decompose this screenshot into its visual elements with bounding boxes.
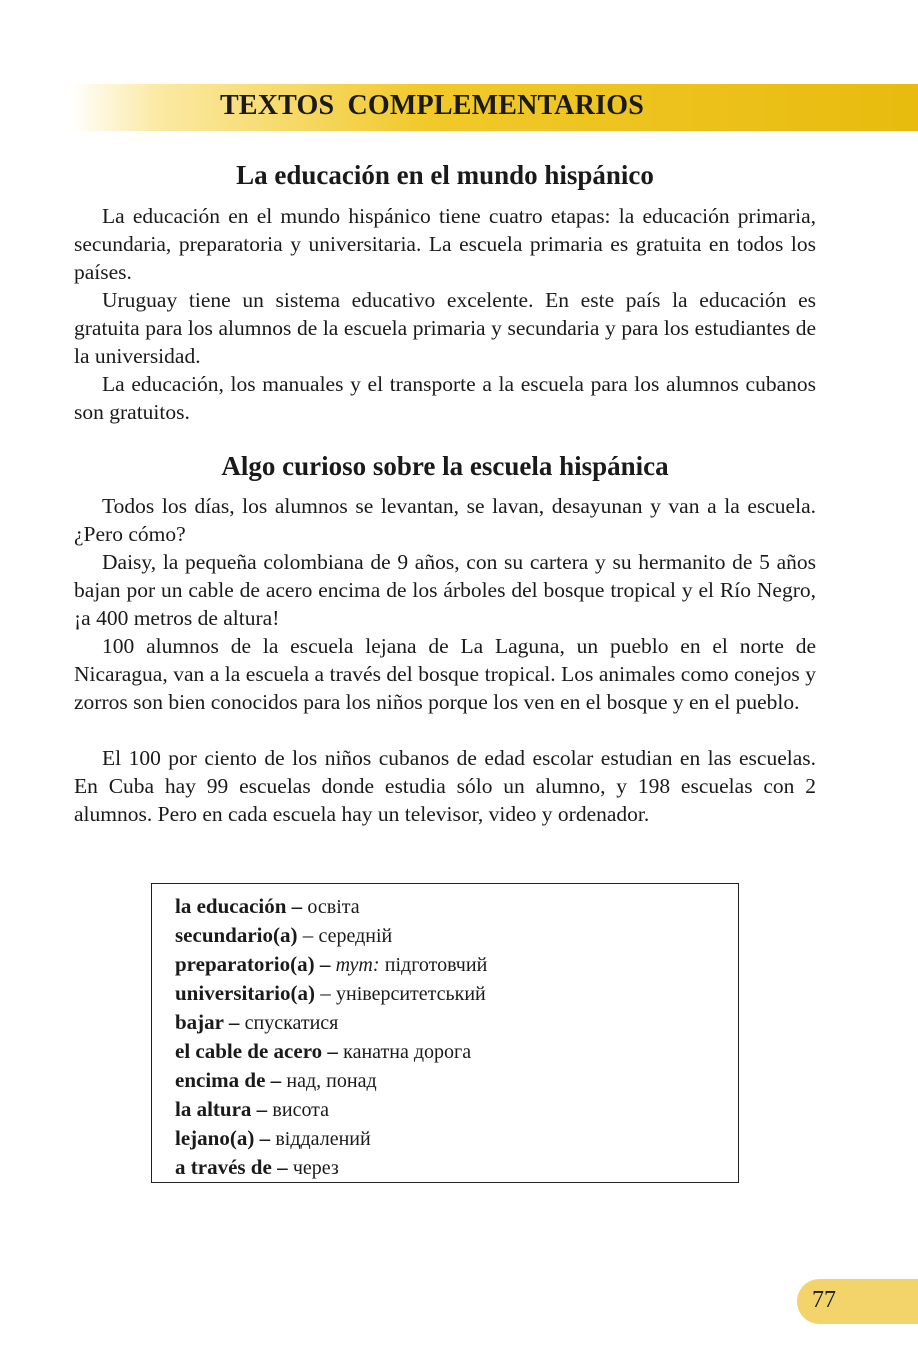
vocab-translation: спускатися	[244, 1012, 339, 1034]
vocab-dash: –	[254, 1126, 276, 1150]
vocabulary-item	[175, 950, 487, 979]
vocab-term: secundario(a)	[175, 923, 298, 947]
vocabulary-item	[175, 921, 487, 950]
vocabulary-item	[175, 1037, 487, 1066]
vocab-term: a través de	[175, 1155, 272, 1179]
vocab-term: la altura	[175, 1097, 252, 1121]
vocabulary-item	[175, 1095, 487, 1124]
vocab-translation: віддалений	[275, 1128, 371, 1150]
vocabulary-item	[175, 979, 487, 1008]
paragraph: Daisy, la pequeña colombiana de 9 años, con su cartera y su hermanito de 5 años bajan por un cable de acero encima de los árboles del bosque tropical y el Río Negro, ¡a 400 metros de altura!	[74, 550, 816, 630]
page-header-title: TEXTOS COMPLEMENTARIOS	[220, 90, 644, 121]
paragraph: 100 alumnos de la escuela lejana de La Laguna, un pueblo en el norte de Nicaragua, van a la escuela a través del bosque tropical. Los animales como conejos y zorros son bien conocidos para los niños porque los ven en el bosque y en el pueblo.	[74, 634, 816, 714]
vocab-translation: освіта	[307, 896, 360, 918]
section-title-curious-school: Algo curioso sobre la escuela hispánica	[221, 451, 669, 481]
vocab-dash: –	[314, 952, 336, 976]
vocabulary-item	[175, 1066, 487, 1095]
vocab-translation: над, понад	[286, 1070, 377, 1092]
page-number: 77	[812, 1287, 836, 1313]
vocabulary-list	[175, 892, 487, 1182]
section-title-education: La educación en el mundo hispánico	[236, 160, 654, 190]
vocab-dash: –	[322, 1039, 344, 1063]
paragraph: Todos los días, los alumnos se levantan, se lavan, desayunan y van a la escuela. ¿Pero cómo?	[74, 494, 816, 546]
vocabulary-item	[175, 1153, 487, 1182]
vocab-term: preparatorio(a)	[175, 952, 315, 976]
vocab-term: universitario(a)	[175, 981, 315, 1005]
vocab-dash: –	[297, 923, 319, 947]
paragraph: El 100 por ciento de los niños cubanos de edad escolar estudian en las escuelas. En Cuba hay 99 escuelas donde estudia sólo un alumno, y 198 escuelas con 2 alumnos. Pero en cada escuela hay un televisor, video y ordenador.	[74, 746, 816, 826]
vocabulary-item	[175, 1124, 487, 1153]
paragraph: La educación en el mundo hispánico tiene cuatro etapas: la educación primaria, secundaria, preparatoria y universitaria. La escuela primaria es gratuita en todos los países.	[74, 204, 816, 284]
vocab-dash: –	[223, 1010, 245, 1034]
vocab-translation: середній	[318, 925, 393, 947]
paragraph: Uruguay tiene un sistema educativo excelente. En este país la educación es gratuita para los alumnos de la escuela primaria y secundaria y para los estudiantes de la universidad.	[74, 288, 816, 368]
vocab-dash: –	[265, 1068, 287, 1092]
vocab-translation: підготовчий	[384, 954, 488, 976]
vocabulary-item	[175, 892, 487, 921]
vocab-translation: висота	[272, 1099, 330, 1121]
vocab-term: bajar	[175, 1010, 224, 1034]
vocab-term: encima de	[175, 1068, 266, 1092]
vocabulary-item	[175, 1008, 487, 1037]
vocab-dash: –	[251, 1097, 273, 1121]
vocab-term: la educación	[175, 894, 287, 918]
paragraph: La educación, los manuales y el transporte a la escuela para los alumnos cubanos son gratuitos.	[74, 372, 816, 424]
vocab-dash: –	[271, 1155, 293, 1179]
vocab-note: тут:	[335, 954, 380, 976]
vocab-term: lejano(a)	[175, 1126, 255, 1150]
vocab-dash: –	[314, 981, 336, 1005]
vocab-dash: –	[286, 894, 308, 918]
vocab-translation: через	[292, 1157, 339, 1179]
vocab-term: el cable de acero	[175, 1039, 323, 1063]
vocab-translation: канатна дорога	[343, 1041, 472, 1063]
vocab-translation: університетський	[335, 983, 486, 1005]
